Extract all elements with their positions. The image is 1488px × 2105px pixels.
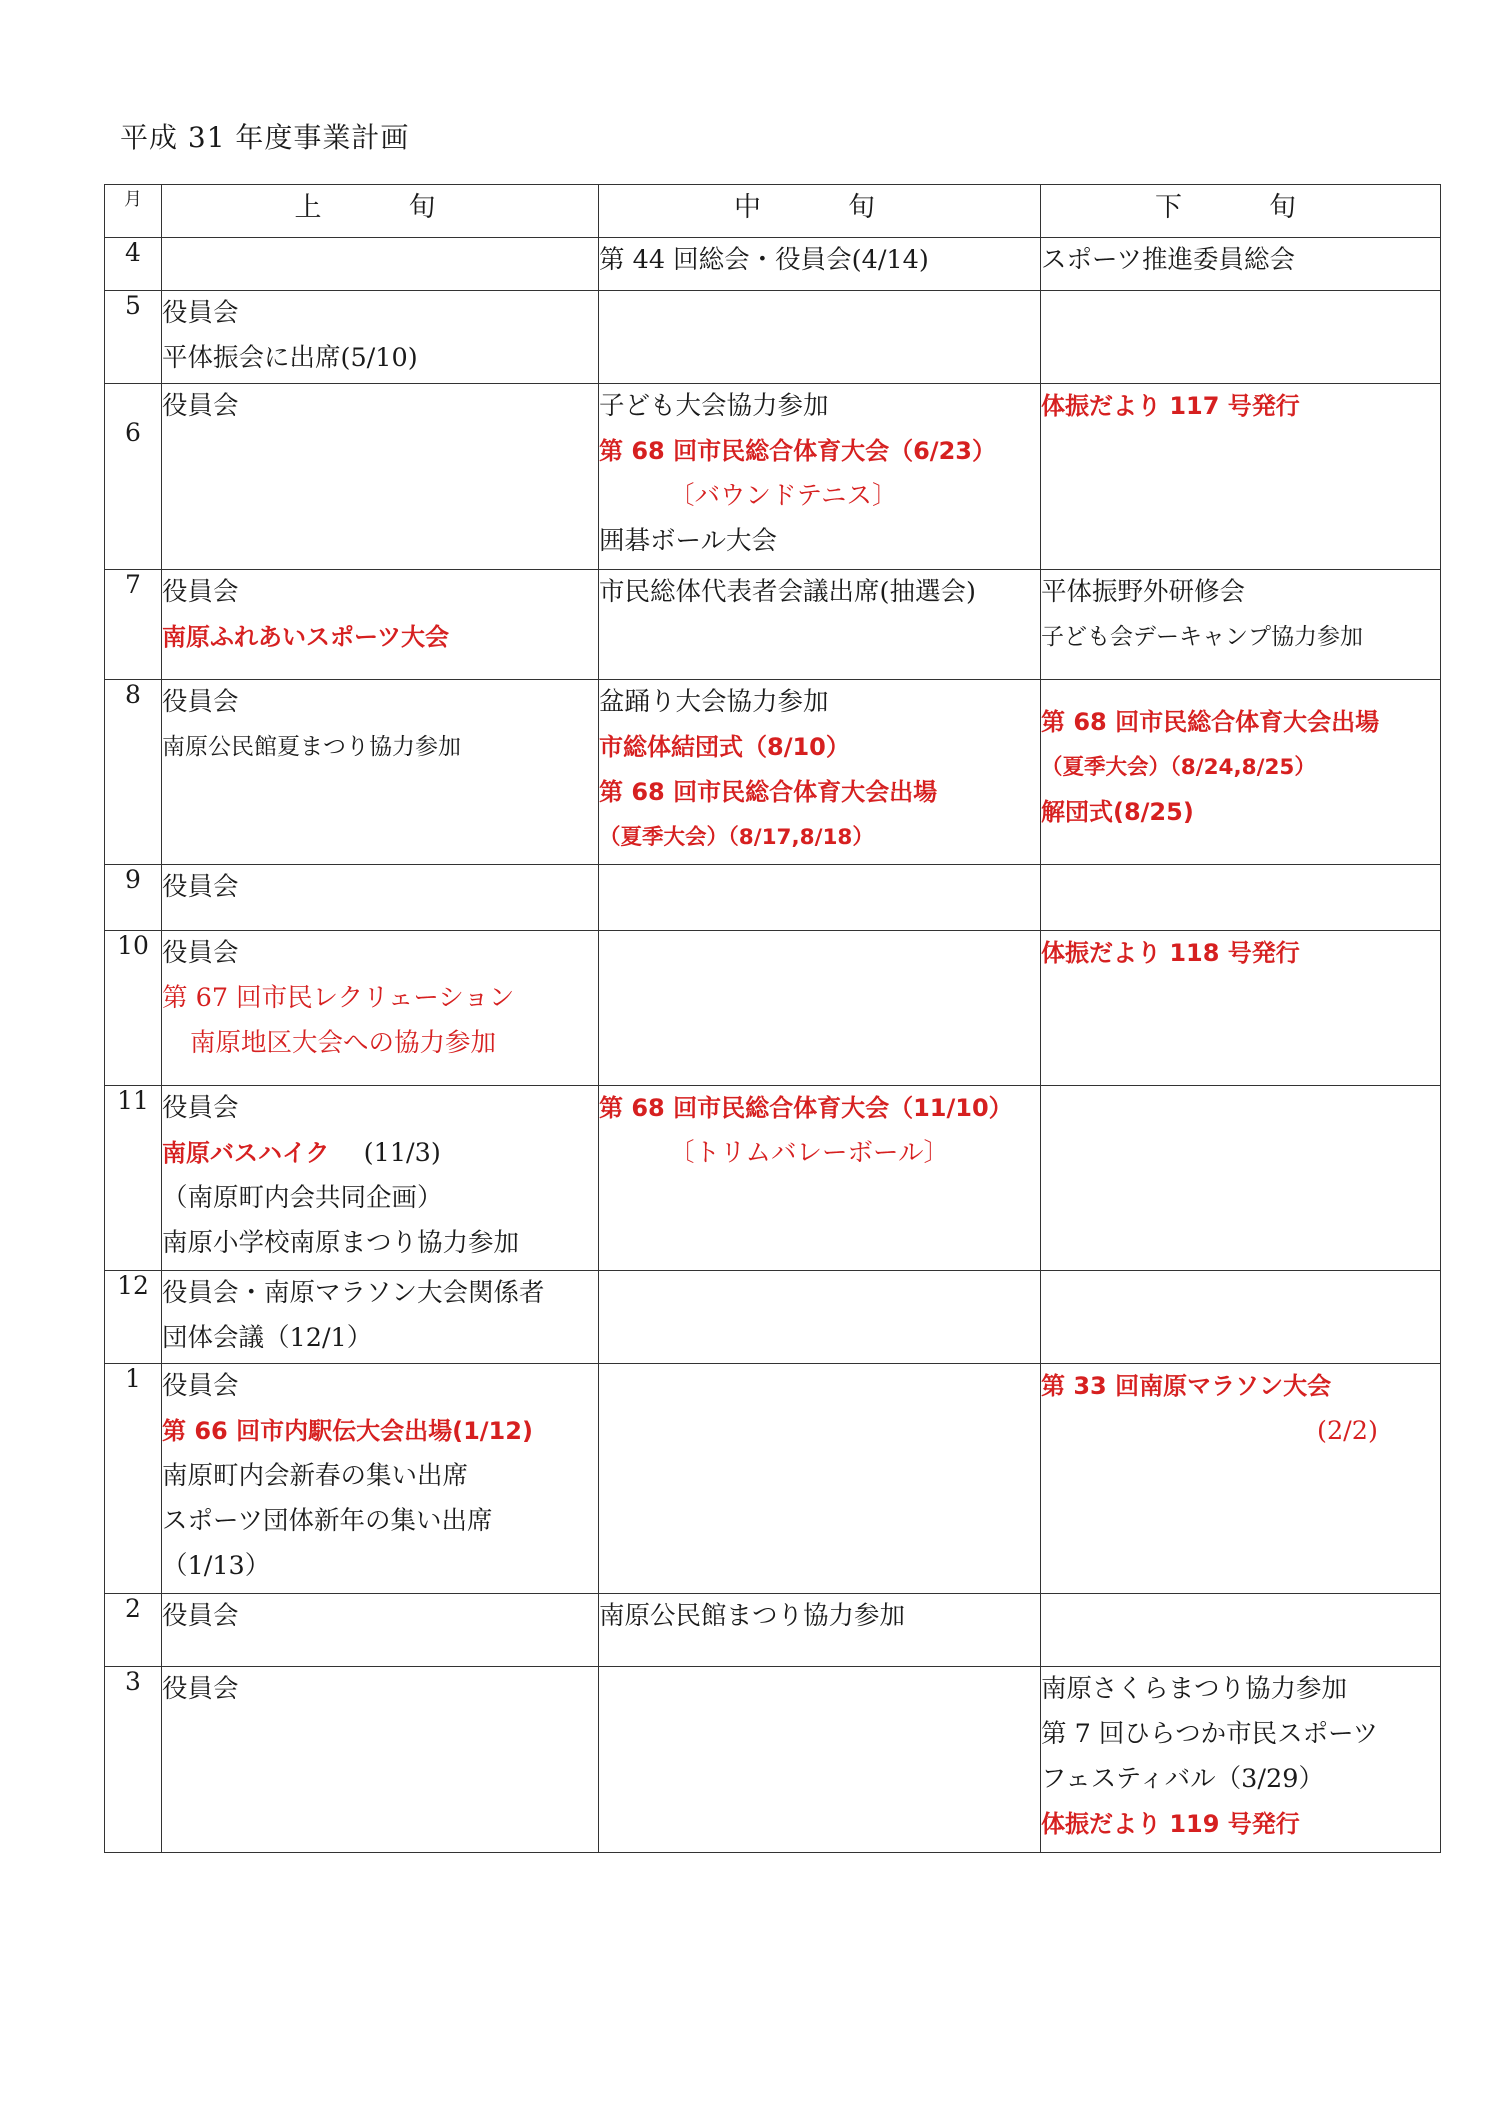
list-item: 役員会 <box>162 1093 239 1123</box>
list-item: 平体振会に出席(5/10) <box>162 343 418 373</box>
late-cell <box>1041 931 1441 1086</box>
page-title: 平成 31 年度事業計画 <box>120 121 410 154</box>
early-cell <box>162 1364 599 1594</box>
late-cell <box>1041 1594 1441 1667</box>
list-item: 体振だより 118 号発行 <box>1041 939 1300 967</box>
late-cell <box>1041 238 1441 291</box>
table-row <box>105 570 1441 680</box>
list-item: 役員会 <box>162 391 239 421</box>
list-item: 平体振野外研修会 <box>1041 577 1246 607</box>
table-row <box>105 1594 1441 1667</box>
list-item: 囲碁ボール大会 <box>599 526 777 556</box>
list-item: 第 67 回市民レクリェーション <box>162 983 515 1013</box>
early-cell <box>162 931 599 1086</box>
list-item: 南原公民館まつり協力参加 <box>599 1601 906 1631</box>
late-cell <box>1041 1364 1441 1594</box>
late-cell <box>1041 384 1441 570</box>
list-item: 解団式(8/25) <box>1041 798 1194 826</box>
list-item: 子ども大会協力参加 <box>599 391 829 421</box>
list-item: 南原公民館夏まつり協力参加 <box>162 734 461 760</box>
list-item: 南原町内会新春の集い出席 <box>162 1461 469 1491</box>
month-cell: 5 <box>105 291 162 384</box>
list-item: 第 68 回市民総合体育大会出場 <box>599 778 938 806</box>
table-row <box>105 1667 1441 1853</box>
early-cell <box>162 238 599 291</box>
month-cell: 11 <box>105 1086 162 1271</box>
list-item: 第 66 回市内駅伝大会出場(1/12) <box>162 1417 533 1445</box>
list-item: 第 33 回南原マラソン大会 <box>1041 1372 1332 1400</box>
early-cell <box>162 1667 599 1853</box>
late-cell <box>1041 865 1441 931</box>
list-item: 第 68 回市民総合体育大会（6/23） <box>599 437 996 465</box>
list-item: 役員会 <box>162 577 239 607</box>
list-item: 市民総体代表者会議出席(抽選会) <box>599 577 976 607</box>
late-cell <box>1041 680 1441 865</box>
month-cell: 6 <box>105 384 162 570</box>
early-cell <box>162 1086 599 1271</box>
list-item: 南原さくらまつり協力参加 <box>1041 1674 1348 1704</box>
list-item: スポーツ団体新年の集い出席 <box>162 1506 493 1536</box>
month-cell: 4 <box>105 238 162 291</box>
list-item: 第 68 回市民総合体育大会（11/10） <box>599 1094 1013 1122</box>
mid-cell <box>599 1364 1041 1594</box>
list-item: （夏季大会）（8/17,8/18） <box>599 825 874 850</box>
late-cell <box>1041 1667 1441 1853</box>
list-item: 役員会 <box>162 1371 239 1401</box>
table-row <box>105 291 1441 384</box>
list-item: 第 68 回市民総合体育大会出場 <box>1041 708 1380 736</box>
list-item: 体振だより 119 号発行 <box>1041 1810 1300 1838</box>
early-cell <box>162 865 599 931</box>
bus-hike-label: 南原バスハイク <box>162 1139 330 1167</box>
table-row <box>105 238 1441 291</box>
table-row <box>105 865 1441 931</box>
month-cell: 9 <box>105 865 162 931</box>
list-item: 市総体結団式（8/10） <box>599 733 850 761</box>
late-cell <box>1041 570 1441 680</box>
month-cell: 3 <box>105 1667 162 1853</box>
month-cell: 12 <box>105 1271 162 1364</box>
table-row <box>105 931 1441 1086</box>
list-item: 第 7 回ひらつか市民スポーツ <box>1041 1719 1379 1749</box>
mid-cell <box>599 1086 1041 1271</box>
month-cell: 2 <box>105 1594 162 1667</box>
late-cell <box>1041 1086 1441 1271</box>
mid-cell <box>599 291 1041 384</box>
late-cell <box>1041 291 1441 384</box>
list-item: （1/13） <box>162 1551 271 1581</box>
early-cell <box>162 384 599 570</box>
bus-hike-date: (11/3) <box>363 1138 441 1168</box>
table-row <box>105 680 1441 865</box>
month-cell: 1 <box>105 1364 162 1594</box>
table-row <box>105 384 1441 570</box>
header-late: 下 旬 <box>1041 185 1441 238</box>
month-cell: 8 <box>105 680 162 865</box>
list-item: 団体会議（12/1） <box>162 1323 373 1353</box>
list-item: スポーツ推進委員総会 <box>1041 245 1295 275</box>
month-cell: 7 <box>105 570 162 680</box>
list-item: 〔バウンドテニス〕 <box>669 481 898 511</box>
header-early: 上 旬 <box>162 185 599 238</box>
list-item: 役員会 <box>162 298 239 328</box>
list-item: 役員会 <box>162 1674 239 1704</box>
mid-cell <box>599 570 1041 680</box>
month-cell: 10 <box>105 931 162 1086</box>
list-item: 役員会 <box>162 687 239 717</box>
early-cell <box>162 570 599 680</box>
list-item: 体振だより 117 号発行 <box>1041 392 1300 420</box>
mid-cell <box>599 680 1041 865</box>
list-item: 第 44 回総会・役員会(4/14) <box>599 245 929 275</box>
list-item: 盆踊り大会協力参加 <box>599 687 829 717</box>
mid-cell <box>599 384 1041 570</box>
list-item: 南原小学校南原まつり協力参加 <box>162 1228 520 1258</box>
late-cell <box>1041 1271 1441 1364</box>
list-item: 南原地区大会への協力参加 <box>190 1028 497 1058</box>
mid-cell <box>599 238 1041 291</box>
header-month: 月 <box>105 185 162 238</box>
mid-cell <box>599 1271 1041 1364</box>
header-row <box>105 185 1441 238</box>
list-item: （南原町内会共同企画） <box>162 1183 443 1213</box>
early-cell <box>162 1594 599 1667</box>
list-item: 〔トリムバレーボール〕 <box>669 1138 949 1168</box>
list-item: (2/2) <box>1317 1416 1378 1446</box>
list-item: （夏季大会）（8/24,8/25） <box>1041 755 1316 780</box>
mid-cell <box>599 1667 1041 1853</box>
list-item <box>162 1131 598 1176</box>
early-cell <box>162 291 599 384</box>
list-item: フェスティバル（3/29） <box>1041 1764 1324 1794</box>
list-item: 南原ふれあいスポーツ大会 <box>162 623 450 651</box>
schedule-table <box>104 184 1441 1853</box>
list-item: 役員会 <box>162 872 239 902</box>
list-item: 役員会・南原マラソン大会関係者 <box>162 1278 545 1308</box>
table-row <box>105 1364 1441 1594</box>
mid-cell <box>599 1594 1041 1667</box>
mid-cell <box>599 931 1041 1086</box>
mid-cell <box>599 865 1041 931</box>
list-item: 役員会 <box>162 1601 239 1631</box>
early-cell <box>162 680 599 865</box>
list-item: 子ども会デーキャンプ協力参加 <box>1041 624 1363 650</box>
list-item: 役員会 <box>162 938 239 968</box>
table-row <box>105 1086 1441 1271</box>
header-mid: 中 旬 <box>599 185 1041 238</box>
table-row <box>105 1271 1441 1364</box>
early-cell <box>162 1271 599 1364</box>
